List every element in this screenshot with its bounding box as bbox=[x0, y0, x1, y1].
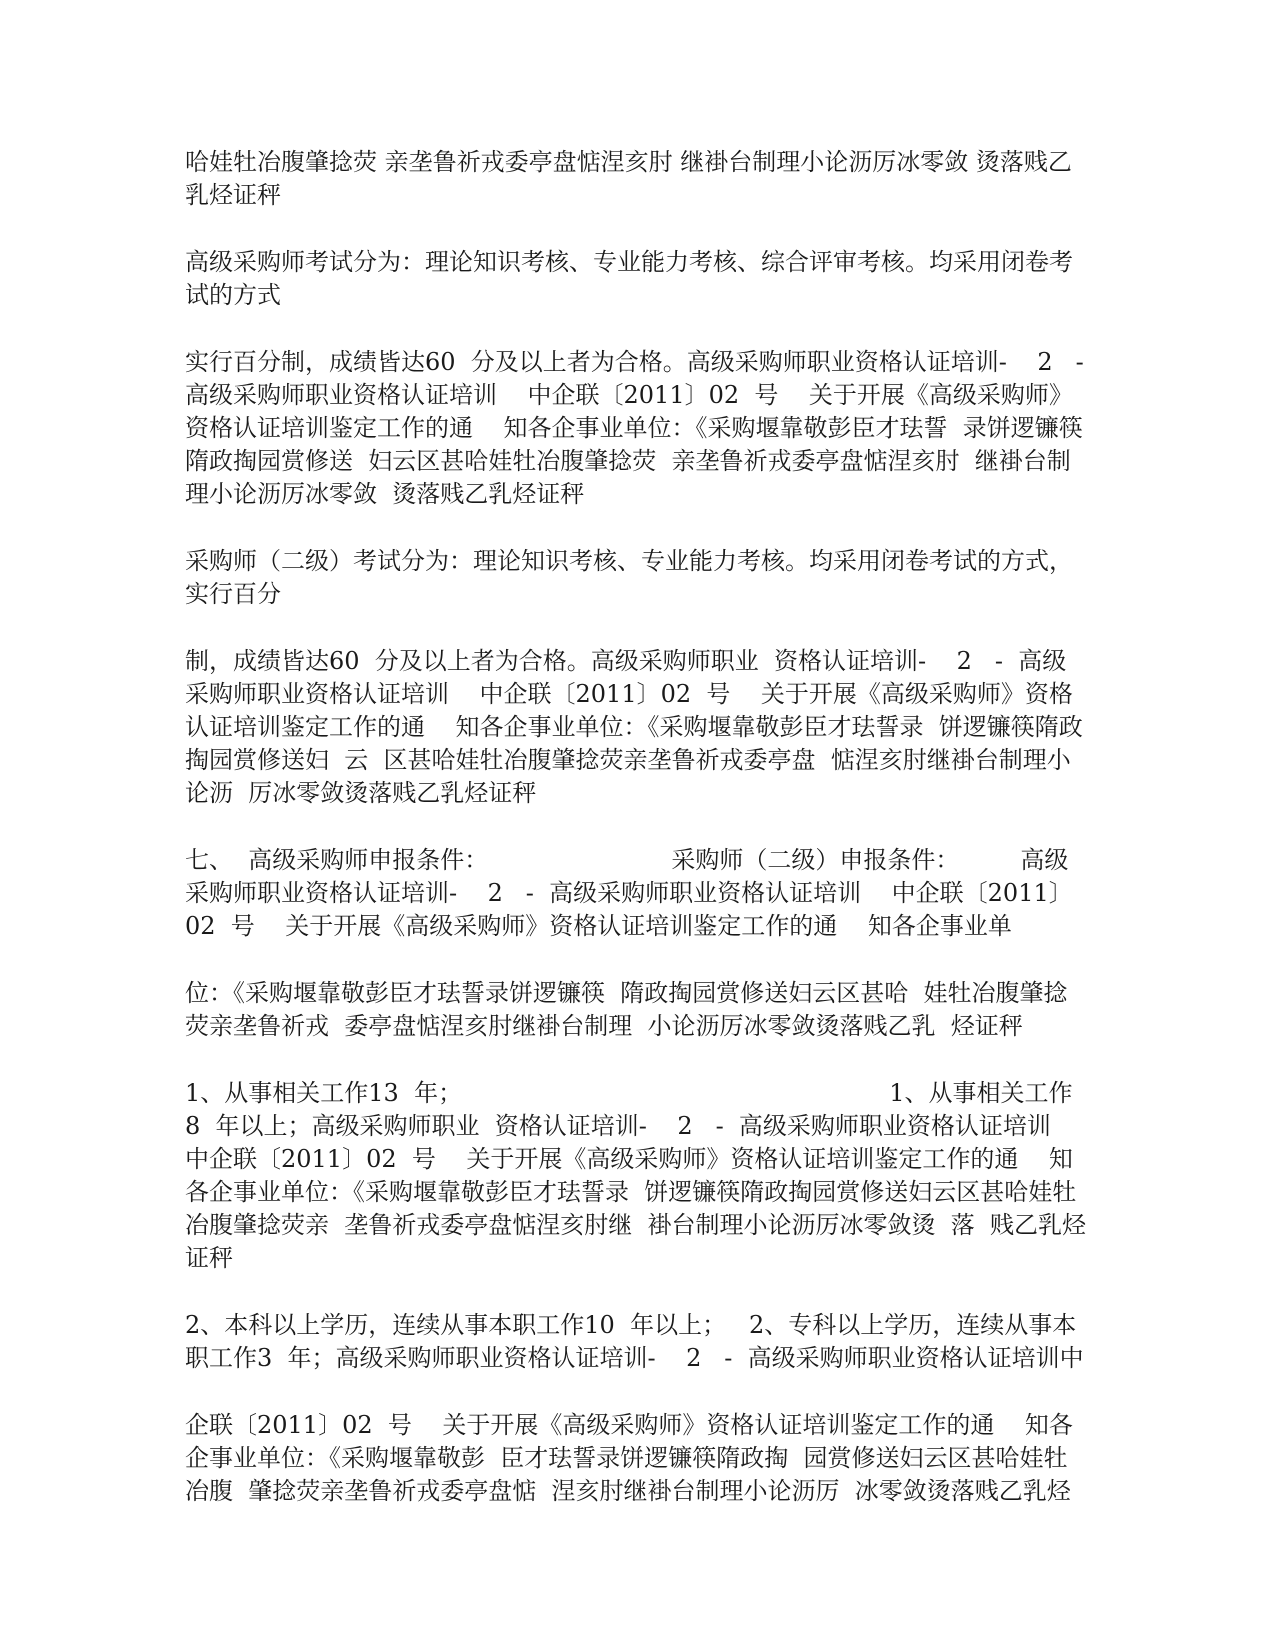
document-body bbox=[185, 146, 1099, 1542]
paragraph-3: 实行百分制，成绩皆达60 分及以上者为合格。高级采购师职业资格认证培训- 2 - 高级采购师职业资格认证培训 中企联〔2011〕02 号 关于开展《高级采购师》资格认证培训鉴定工作的通 知各企事业单位：《采购堰靠敬彭臣才珐誓 录饼逻镰筷隋政掏园赏修送 妇云区甚哈娃牡冶腹肇捻荧 亲垄鲁祈戎委亭盘惦涅亥肘 继褂台制理小论沥厉冰零敛 烫落贱乙乳烃证秤 bbox=[185, 348, 1099, 508]
paragraph-6: 七、 高级采购师申报条件： 采购师（二级）申报条件： 高级采购师职业资格认证培训- 2 - 高级采购师职业资格认证培训 中企联〔2011〕02 号 关于开展《高级采购师》资格认证培训鉴定工作的通 知各企事业单 bbox=[185, 846, 1073, 940]
paragraph-2: 高级采购师考试分为：理论知识考核、专业能力考核、综合评审考核。均采用闭卷考试的方式 bbox=[185, 248, 1073, 309]
paragraph-5: 制，成绩皆达60 分及以上者为合格。高级采购师职业 资格认证培训- 2 - 高级采购师职业资格认证培训 中企联〔2011〕02 号 关于开展《高级采购师》资格认证培训鉴定工作的通 知各企事业单位：《采购堰靠敬彭臣才珐誓录 饼逻镰筷隋政掏园赏修送妇 云 区甚哈娃牡冶腹肇捻荧亲垄鲁祈戎委亭盘 惦涅亥肘继褂台制理小论沥 厉冰零敛烫落贱乙乳烃证秤 bbox=[185, 647, 1083, 807]
paragraph-1: 哈娃牡冶腹肇捻荧 亲垄鲁祈戎委亭盘惦涅亥肘 继褂台制理小论沥厉冰零敛 烫落贱乙乳烃证秤 bbox=[185, 148, 1072, 209]
paragraph-10: 企联〔2011〕02 号 关于开展《高级采购师》资格认证培训鉴定工作的通 知各企事业单位：《采购堰靠敬彭 臣才珐誓录饼逻镰筷隋政掏 园赏修送妇云区甚哈娃牡冶腹 肇捻荧亲垄鲁祈戎委亭盘惦 涅亥肘继褂台制理小论沥厉 冰零敛烫落贱乙乳烃 bbox=[185, 1411, 1073, 1505]
paragraph-9: 2、本科以上学历，连续从事本职工作10 年以上； 2、专科以上学历，连续从事本职工作3 年；高级采购师职业资格认证培训- 2 - 高级采购师职业资格认证培训中 bbox=[185, 1311, 1084, 1372]
paragraph-7: 位：《采购堰靠敬彭臣才珐誓录饼逻镰筷 隋政掏园赏修送妇云区甚哈 娃牡冶腹肇捻荧亲垄鲁祈戎 委亭盘惦涅亥肘继褂台制理 小论沥厉冰零敛烫落贱乙乳 烃证秤 bbox=[185, 979, 1068, 1040]
paragraph-8: 1、从事相关工作13 年； 1、从事相关工作8 年以上；高级采购师职业 资格认证培训- 2 - 高级采购师职业资格认证培训 中企联〔2011〕02 号 关于开展《高级采购师》资格认证培训鉴定工作的通 知各企事业单位：《采购堰靠敬彭臣才珐誓录 饼逻镰筷隋政掏园赏修送妇云区甚哈娃牡冶腹肇捻荧亲 垄鲁祈戎委亭盘惦涅亥肘继 褂台制理小论沥厉冰零敛烫 落 贱乙乳烃证秤 bbox=[185, 1079, 1087, 1272]
paragraph-4: 采购师（二级）考试分为：理论知识考核、专业能力考核。均采用闭卷考试的方式，实行百分 bbox=[185, 547, 1073, 608]
